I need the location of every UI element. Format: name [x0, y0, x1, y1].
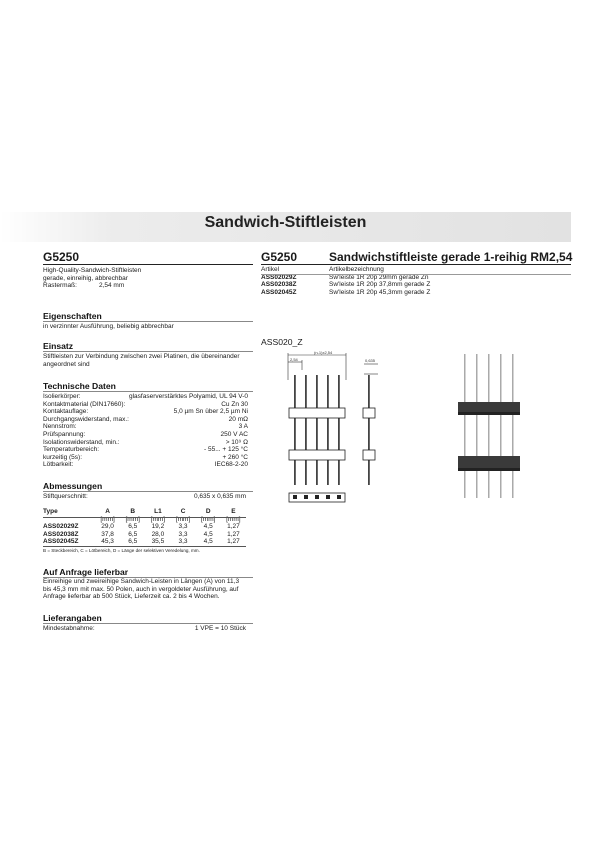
tech-data-row: Kontaktauflage: 5,0 µm Sn über 2,5 µm Ni	[43, 408, 248, 416]
anfrage-text: Einreihige und zweireihige Sandwich-Leisten in Längen (A) von 11,3 bis 45,3 mm mit max. 50 Polen, auch in vergoldeter Ausführung, auf Anfrage lieferbar ab 500 Stück, Lieferzeit ca. 2 bis 4 Wochen.	[43, 578, 240, 601]
section-rule	[43, 391, 253, 392]
article-row: ASS02029Z Sw'leiste 1R 20p 29mm gerade Zn	[261, 273, 429, 281]
pin	[327, 375, 329, 485]
insulator-upper-photo	[458, 402, 520, 412]
right-product-code: G5250	[261, 250, 298, 264]
drawing-title: ASS020_Z	[261, 337, 303, 347]
insulator-upper	[289, 408, 345, 418]
tech-data-row: Prüfspannung: 250 V AC	[43, 430, 248, 438]
stiftquerschnitt-row: Stiftquerschnitt: 0,635 x 0,635 mm	[43, 493, 246, 500]
dim-label-side: 0,635	[365, 358, 376, 363]
article-header-rule	[261, 274, 571, 275]
eigenschaften-text: in verzinnter Ausführung, beliebig abbrechbar	[43, 323, 174, 330]
abmessungen-footnote: B = Steckbereich, C = Lötbereich, D = Länge der selektiven Veredelung, mm.	[43, 548, 200, 553]
tech-data-row: Isolationswiderstand, min.: > 10⁹ Ω	[43, 438, 248, 446]
table-header-row: Type A B L1 C D E	[43, 508, 236, 515]
pin	[338, 375, 340, 485]
section-rule	[43, 351, 253, 352]
tech-data-row: Durchgangswiderstand, max.: 20 mΩ	[43, 415, 248, 423]
article-row: ASS02038Z Sw'leiste 1R 20p 37,8mm gerade Z	[261, 281, 431, 289]
tech-data-row: Lötbarkeit: IEC68-2-20	[43, 461, 248, 469]
anfrage-heading: Auf Anfrage lieferbar	[43, 567, 129, 577]
pin	[316, 375, 318, 485]
lieferangaben-heading: Lieferangaben	[43, 613, 102, 623]
tech-data-row: Temperaturbereich: - 55... + 125 °C	[43, 446, 248, 454]
table-row: ASS02029Z 29,0 6,5 19,2 3,3 4,5 1,27	[43, 523, 240, 531]
table-row: ASS02045Z 45,3 6,5 35,5 3,3 4,5 1,27	[43, 538, 240, 546]
technische-daten-heading: Technische Daten	[43, 381, 116, 391]
dim-label-total: (n-1)x2,54	[314, 350, 333, 355]
abmessungen-table	[43, 508, 246, 546]
tech-data-row: Kontaktmaterial (DIN17660): Cu Zn 30	[43, 400, 248, 408]
tech-data-row: Isolierkörper: glasfaserverstärktes Polyamid, UL 94 V-0	[43, 393, 248, 400]
eigenschaften-heading: Eigenschaften	[43, 311, 102, 321]
header-rule	[261, 264, 571, 265]
technical-drawing	[280, 350, 390, 515]
article-table	[261, 266, 430, 296]
mindestabnahme-row: Mindestabnahme: 1 VPE = 10 Stück	[43, 625, 246, 632]
insulator-lower-photo	[458, 456, 520, 468]
einsatz-text: Stiftleisten zur Verbindung zwischen zwei Platinen, die übereinander angeordnet sind	[43, 353, 240, 368]
insulator-side-upper	[363, 408, 375, 418]
abmessungen-heading: Abmessungen	[43, 481, 103, 491]
tech-data-row: kurzeitig (5s): + 260 °C	[43, 453, 248, 461]
article-header-row: Artikel Artikelbezeichnung	[261, 266, 384, 273]
header-rule	[43, 264, 253, 265]
section-rule	[43, 623, 253, 624]
product-title: Sandwichstiftleiste gerade 1-reihig RM2,54	[329, 250, 573, 264]
pin	[305, 375, 307, 485]
technische-daten-table	[43, 393, 248, 469]
page-title: Sandwich-Stiftleisten	[204, 214, 367, 231]
table-row: ASS02038Z 37,8 6,5 28,0 3,3 4,5 1,27	[43, 530, 240, 538]
article-row: ASS02045Z Sw'leiste 1R 20p 45,3mm gerade Z	[261, 288, 431, 296]
insulator-side-lower	[363, 450, 375, 460]
dim-label-pitch: 2,54	[290, 357, 298, 362]
product-description: High-Quality-Sandwich-Stiftleisten gerade, einreihig, abbrechbar Rastermaß: 2,54 mm	[43, 267, 142, 290]
product-code: G5250	[43, 250, 80, 264]
section-rule	[43, 491, 253, 492]
pin-side	[368, 375, 370, 485]
tech-data-row: Nennstrom: 3 A	[43, 423, 248, 431]
table-units-row: [mm] [mm] [mm] [mm] [mm] [mm]	[100, 515, 241, 523]
einsatz-heading: Einsatz	[43, 341, 74, 351]
section-rule	[43, 321, 253, 322]
table-rule	[43, 517, 246, 518]
insulator-lower	[289, 450, 345, 460]
pin	[294, 375, 296, 485]
product-photo	[455, 352, 525, 502]
